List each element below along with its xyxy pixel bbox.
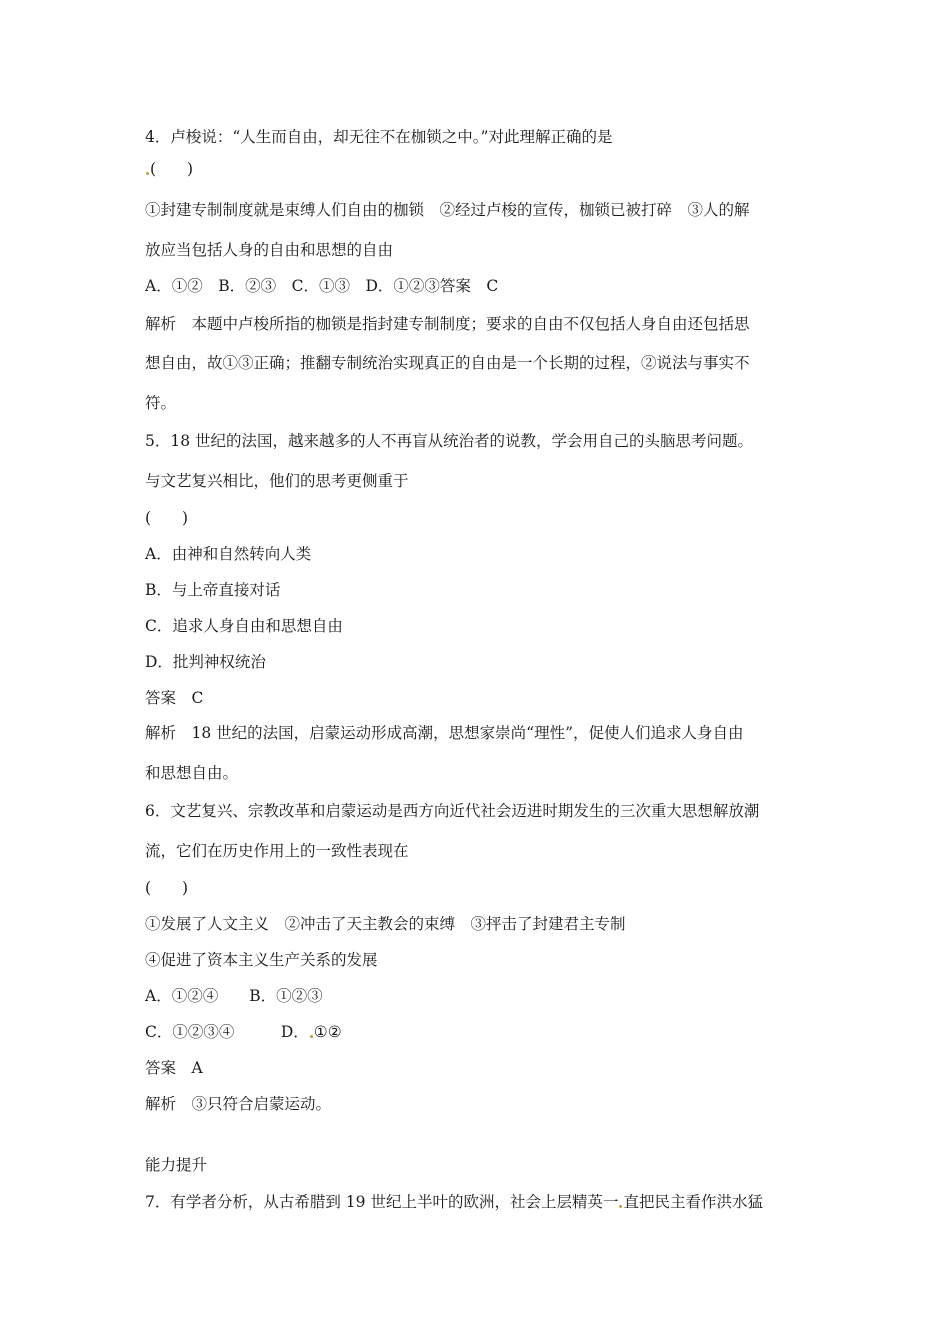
q4-answer-paren: ( )	[145, 159, 193, 179]
q6-stem-line-1: 6．文艺复兴、宗教改革和启蒙运动是西方向近代社会迈进时期发生的三次重大思想解放潮	[145, 802, 760, 820]
q5-option-a: A．由神和自然转向人类	[145, 545, 312, 563]
q5-analysis-line-2: 和思想自由。	[145, 764, 239, 782]
q4-analysis-line-2: 想自由，故①③正确；推翻专制统治实现真正的自由是一个长期的过程，②说法与事实不	[145, 354, 750, 372]
q6-choices-cd	[145, 1022, 342, 1042]
q6-stem-line-2: 流，它们在历史作用上的一致性表现在	[145, 842, 409, 860]
scan-dot	[619, 1205, 622, 1208]
q6-items-line-1: ①发展了人文主义 ②冲击了天主教会的束缚 ③抨击了封建君主专制	[145, 915, 626, 933]
q4-stem: 4．卢梭说：“人生而自由，却无往不在枷锁之中。”对此理解正确的是	[145, 128, 613, 146]
q5-stem-line-1: 5．18 世纪的法国，越来越多的人不再盲从统治者的说教，学会用自己的头脑思考问题。	[145, 432, 754, 450]
q5-option-d: D．批判神权统治	[145, 653, 266, 671]
q6-choice-c: C．①②③④ D．	[145, 1023, 309, 1041]
q6-answer-paren: ( )	[145, 879, 189, 897]
q4-options-line-1: ①封建专制制度就是束缚人们自由的枷锁 ②经过卢梭的宣传，枷锁已被打碎 ③人的解	[145, 201, 750, 219]
q4-analysis-line-1: 解析 本题中卢梭所指的枷锁是指封建专制制度；要求的自由不仅包括人身自由还包括思	[145, 315, 750, 333]
q5-option-b: B．与上帝直接对话	[145, 581, 281, 599]
section-title: 能力提升	[145, 1156, 208, 1174]
q6-choices-ab: A．①②④ B．①②③	[145, 987, 323, 1005]
q5-analysis-line-1: 解析 18 世纪的法国，启蒙运动形成高潮，思想家崇尚“理性”，促使人们追求人身自由	[145, 724, 744, 742]
q5-option-c: C．追求人身自由和思想自由	[145, 617, 343, 635]
q4-analysis-line-3: 符。	[145, 394, 177, 412]
q5-answer-paren: ( )	[145, 509, 189, 527]
q6-choice-d-value: ①②	[313, 1023, 342, 1041]
q6-analysis: 解析 ③只符合启蒙运动。	[145, 1095, 332, 1113]
q5-answer: 答案 C	[145, 689, 204, 707]
scan-dot	[146, 172, 149, 175]
q4-choices-answer: A．①② B．②③ C．①③ D．①②③答案 C	[145, 277, 499, 295]
scan-dot	[310, 1035, 313, 1038]
q5-stem-line-2: 与文艺复兴相比，他们的思考更侧重于	[145, 472, 409, 490]
q4-options-line-2: 放应当包括人身的自由和思想的自由	[145, 241, 394, 259]
q7-stem: 7．有学者分析，从古希腊到 19 世纪上半叶的欧洲，社会上层精英一 直把民主看作洪水猛	[145, 1193, 763, 1211]
q6-answer: 答案 A	[145, 1059, 203, 1077]
q6-items-line-2: ④促进了资本主义生产关系的发展	[145, 951, 378, 969]
